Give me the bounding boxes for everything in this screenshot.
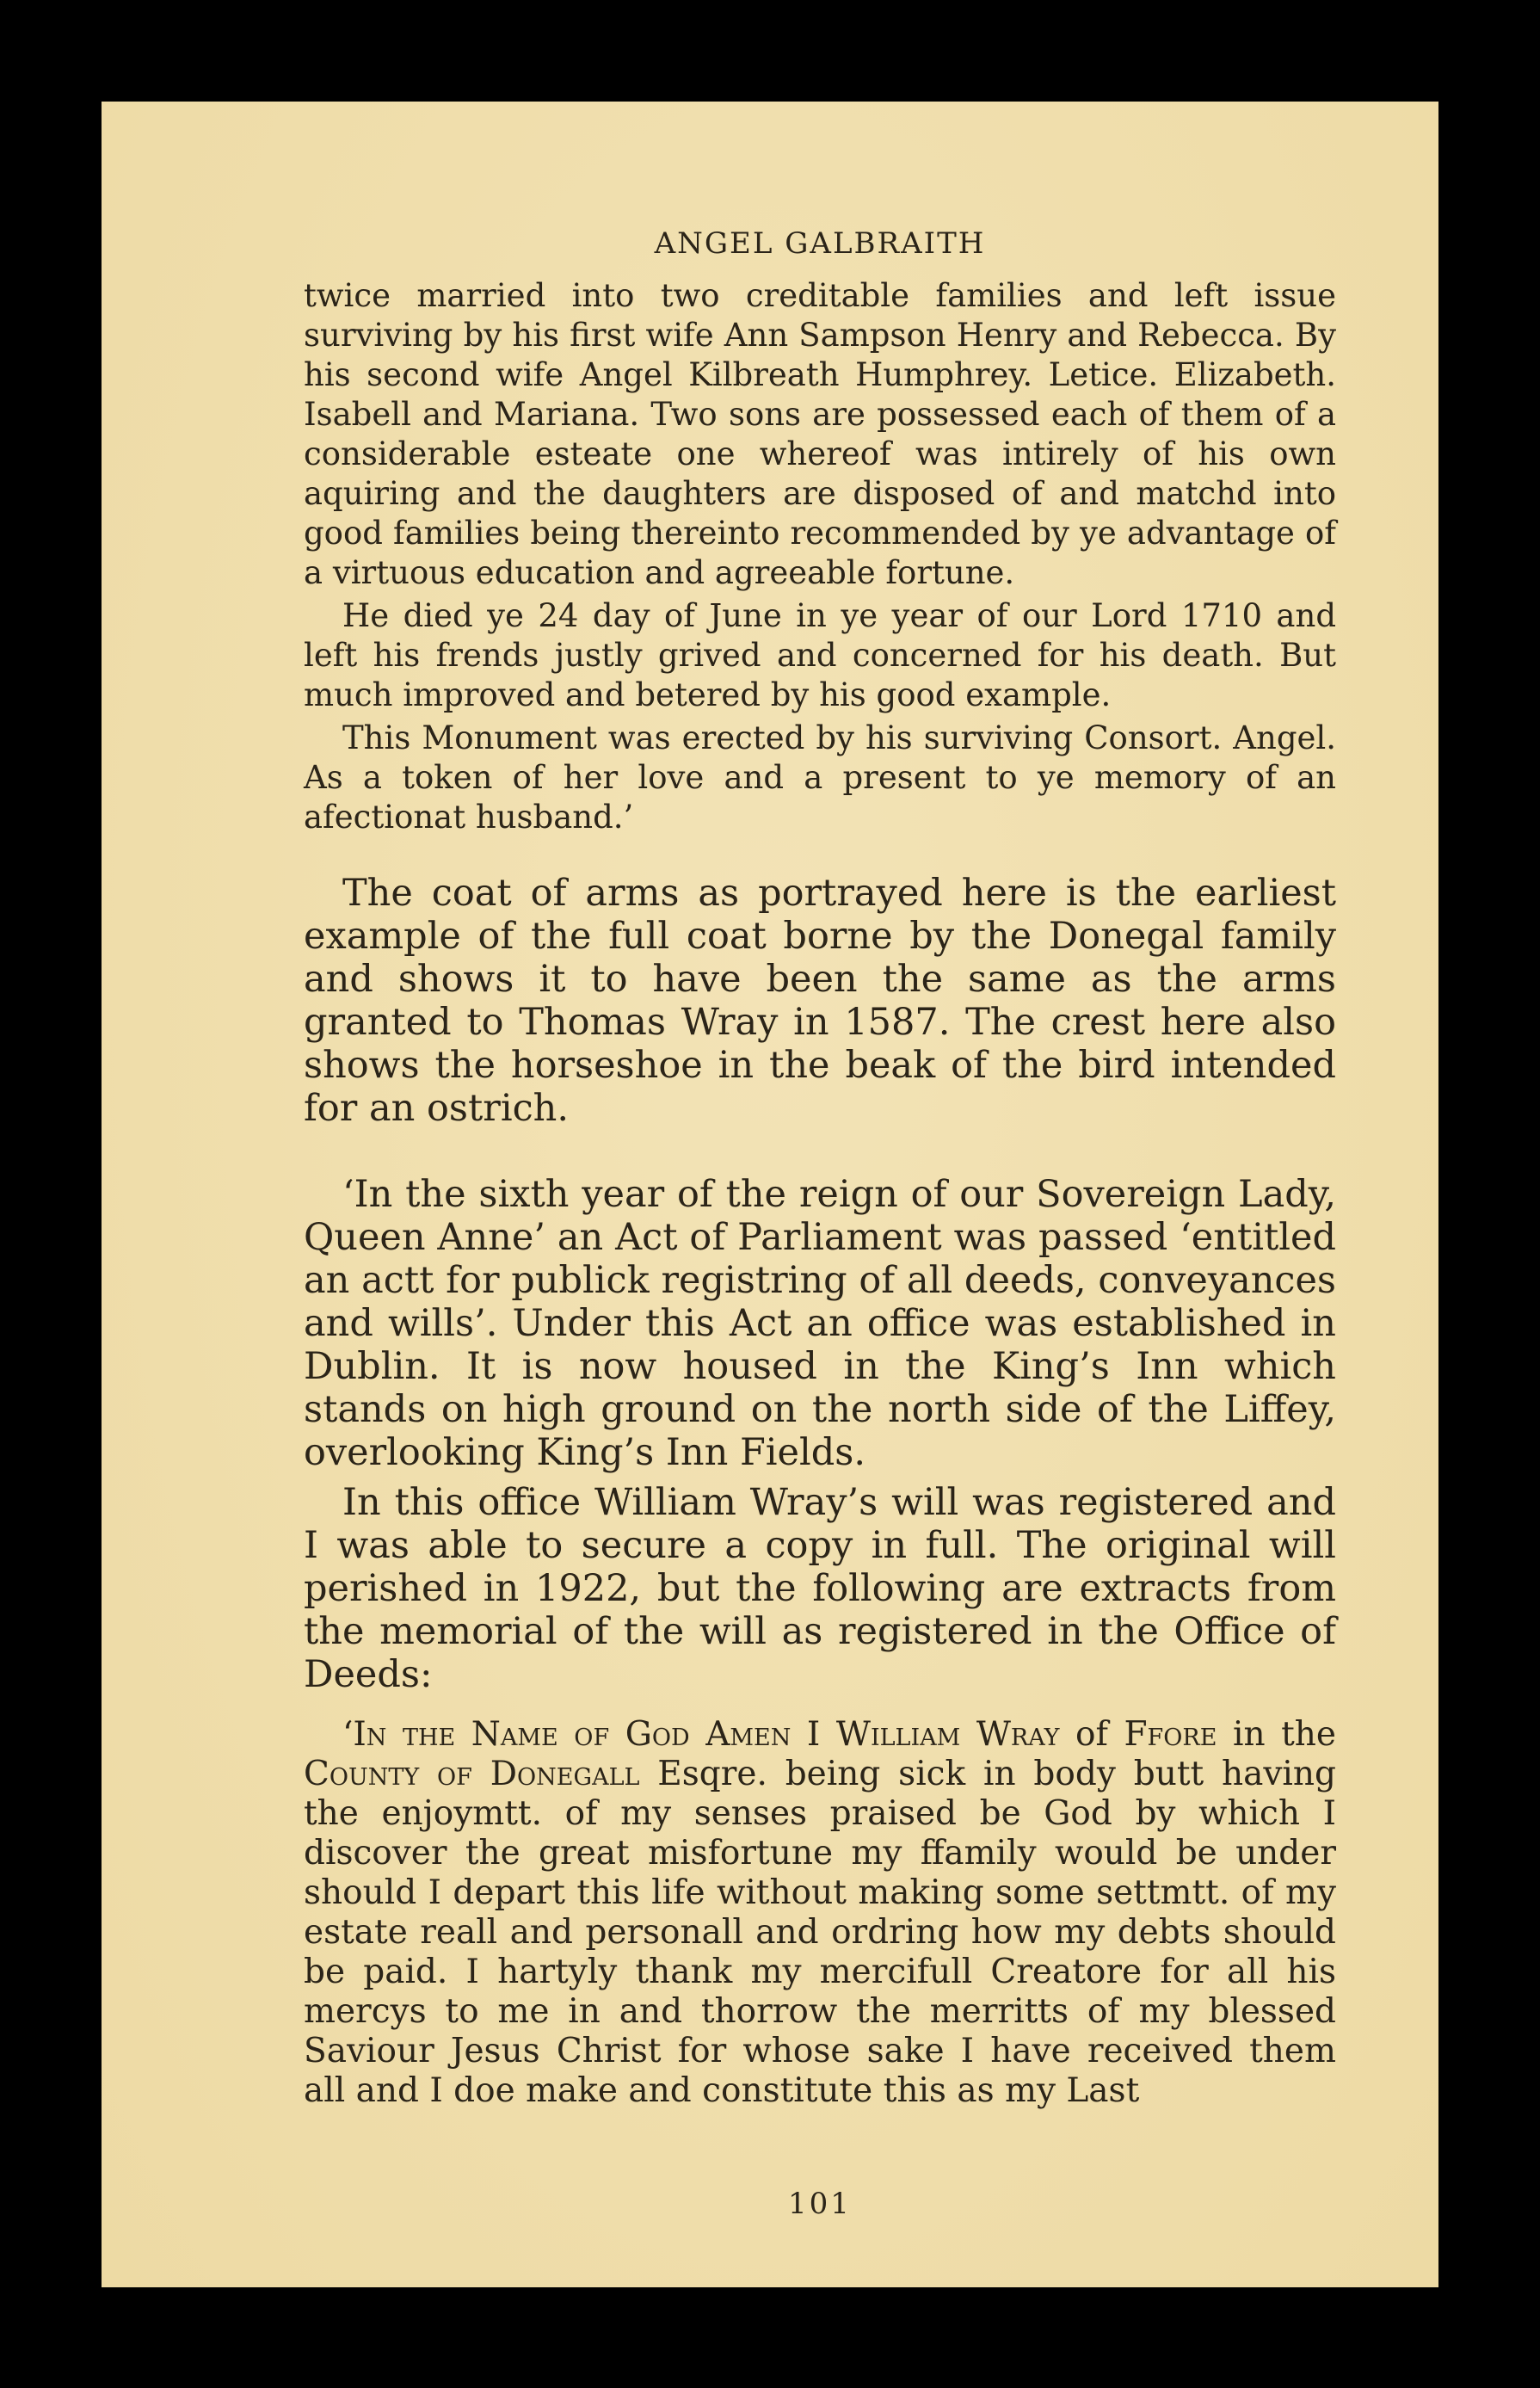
will-extract	[304, 1715, 1336, 2111]
place-name: Ffore	[1124, 1715, 1217, 1754]
book-page	[102, 102, 1438, 2287]
open-quote: ‘	[342, 1715, 354, 1754]
inscription-paragraph: This Monument was erected by his surviving Consort. Angel. As a token of her love and a present to ye memory of an afectionat husband.’	[304, 719, 1336, 836]
will-text: I	[791, 1715, 836, 1754]
running-head: ANGEL GALBRAITH	[654, 226, 986, 261]
testator-name: William Wray	[835, 1715, 1060, 1754]
inscription-paragraph: He died ye 24 day of June in ye year of our Lord 1710 and left his frends justly grived and concerned for his death. But much improved and betered by his good example.	[304, 597, 1336, 713]
will-text: of	[1059, 1715, 1124, 1754]
body-paragraph: The coat of arms as portrayed here is the earliest example of the full coat borne by the Donegal family and shows it to have been the same as the arms granted to Thomas Wray in 1587. The crest here also shows the horseshoe in the beak of the bird intended for an ostrich.	[304, 872, 1336, 1130]
inscription-quote	[304, 276, 1336, 837]
inscription-paragraph: twice married into two creditable families and left issue surviving by his first wife Ann Sampson Henry and Rebecca. By his second wife Angel Kilbreath Humphrey. Letice. Elizabeth. Isabell and Mariana. Two sons are possessed each of them of a considerable esteate one whereof was intirely of his own aquiring and the daughters are disposed of and matchd into good families being thereinto recommended by ye advantage of a virtuous education and agreeable fortune.	[304, 277, 1336, 591]
page-content	[304, 226, 1336, 2221]
county-name: County of Donegall	[304, 1755, 640, 1793]
body-paragraph: ‘In the sixth year of the reign of our Sovereign Lady, Queen Anne’ an Act of Parliament was passed ‘entitled an actt for publick registring of all deeds, conveyances and wills’. Under this Act an office was established in Dublin. It is now housed in the King’s Inn which stands on high ground on the north side of the Liffey, overlooking King’s Inn Fields.	[304, 1173, 1336, 1474]
invocation: In the Name of God Amen	[353, 1715, 792, 1754]
body-paragraph: In this office William Wray’s will was registered and I was able to secure a copy in full. The original will perished in 1922, but the following are extracts from the memorial of the will as registered in the Office of Deeds:	[304, 1481, 1336, 1696]
section-gap	[304, 1130, 1336, 1173]
will-paragraph	[304, 1715, 1336, 2111]
page-number: 101	[788, 2187, 852, 2221]
will-text: Esqre. being sick in body butt having the enjoymtt. of my senses praised be God by which I discover the great misfortune my ffamily would be under should I depart this life without making some settmtt. of my estate reall and personall and ordring how my debts should be paid. I hartyly thank my mercifull Creatore for all his mercys to me in and thorrow the merritts of my blessed Saviour Jesus Christ for whose sake I have received them all and I doe make and constitute this as my Last	[304, 1755, 1336, 2110]
body-text	[304, 872, 1336, 1696]
will-text: in the	[1217, 1715, 1336, 1754]
